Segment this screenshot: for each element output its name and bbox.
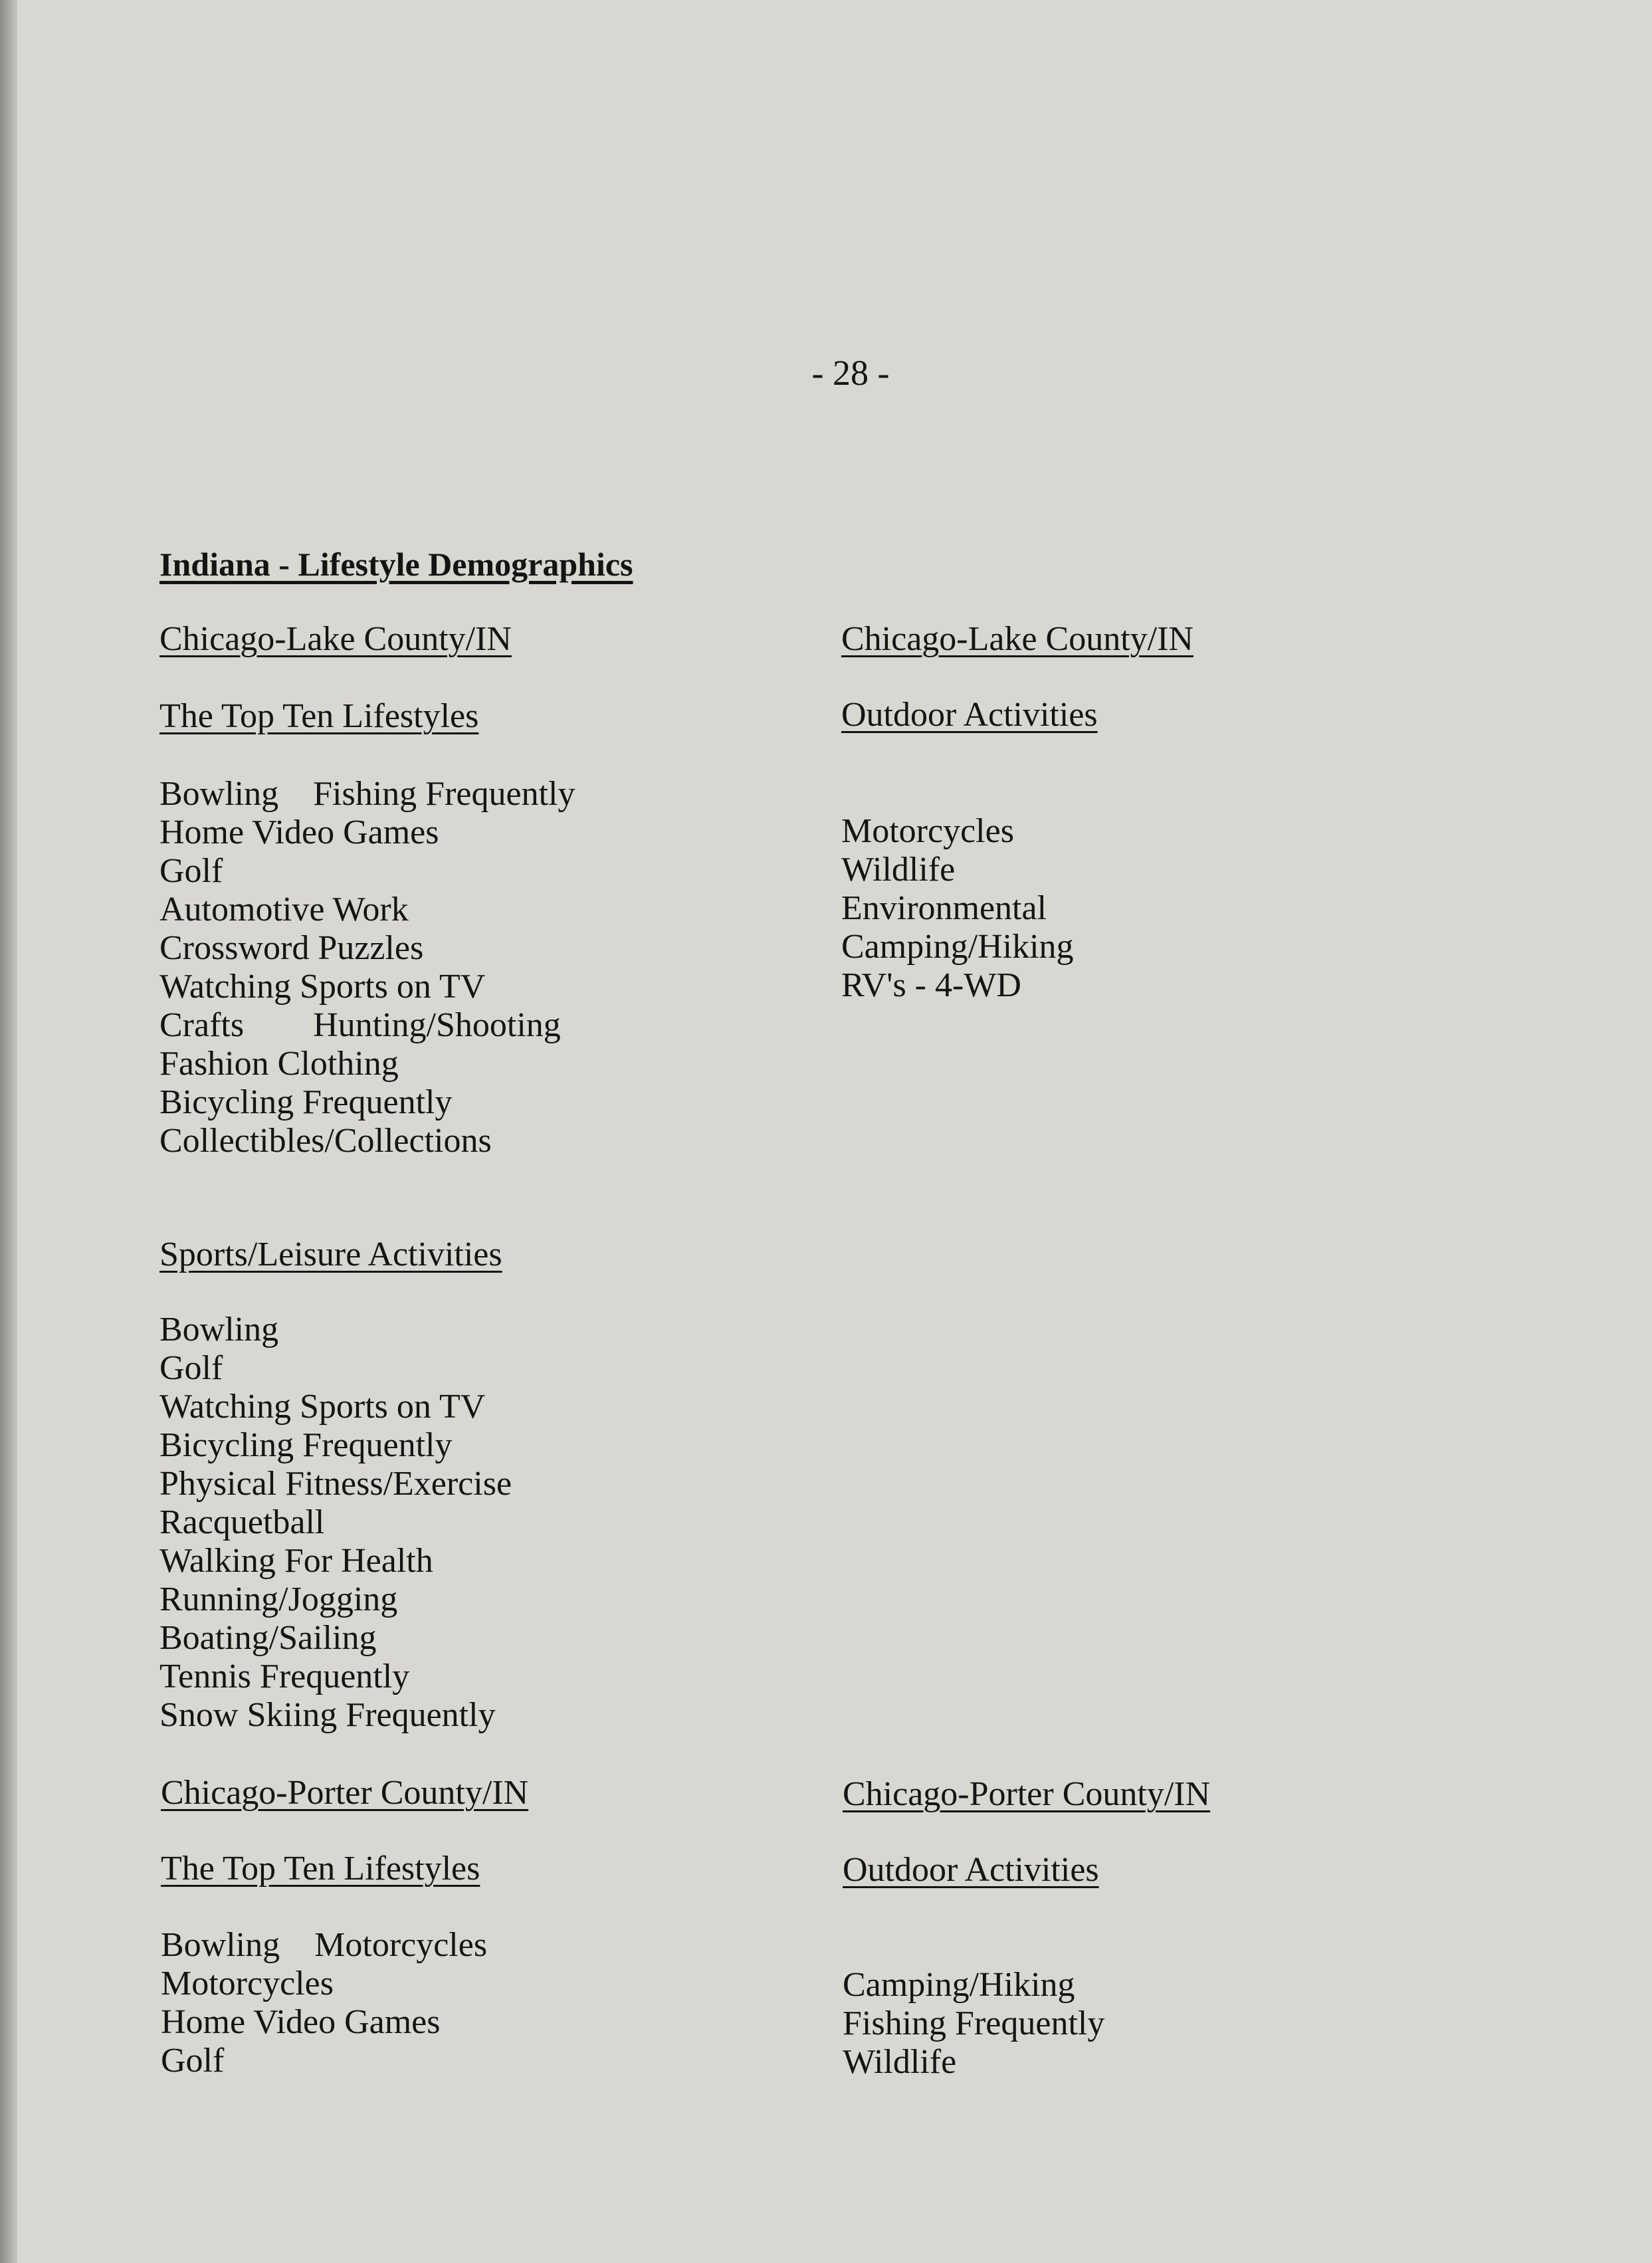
list-item: Collectibles/Collections xyxy=(159,1122,492,1160)
list-item: Camping/Hiking xyxy=(843,1966,1075,2004)
porter-outdoor-heading: Outdoor Activities xyxy=(843,1851,1099,1889)
page-number: - 28 - xyxy=(811,353,890,393)
list-item: Bowling xyxy=(159,1311,279,1348)
list-item: Snow Skiing Frequently xyxy=(159,1696,496,1734)
list-item: Tennis Frequently xyxy=(159,1658,410,1695)
lake-county-heading-right: Chicago-Lake County/IN xyxy=(841,620,1193,658)
list-item: Wildlife xyxy=(843,2043,957,2081)
list-item: Golf xyxy=(159,852,223,890)
lake-lifestyles-heading: The Top Ten Lifestyles xyxy=(159,697,479,735)
list-item: Crossword Puzzles xyxy=(159,929,424,967)
list-item: Watching Sports on TV xyxy=(159,968,486,1006)
list-item: Physical Fitness/Exercise xyxy=(159,1465,512,1503)
list-item: Golf xyxy=(159,1349,223,1387)
list-item: Fishing Frequently xyxy=(843,2004,1105,2042)
list-item: Crafts Hunting/Shooting xyxy=(159,1006,561,1044)
list-item: RV's - 4-WD xyxy=(841,966,1021,1004)
porter-lifestyles-list xyxy=(161,1926,487,2080)
list-item: Motorcycles xyxy=(161,1965,334,2002)
list-item: Home Video Games xyxy=(161,2003,441,2041)
list-item: Environmental xyxy=(841,889,1047,927)
lake-outdoor-list xyxy=(841,812,1074,1005)
list-item: Golf xyxy=(161,2042,225,2080)
list-item: Motorcycles xyxy=(841,812,1014,850)
list-item: Watching Sports on TV xyxy=(159,1388,486,1426)
list-item: Racquetball xyxy=(159,1503,325,1541)
list-item: Bicycling Frequently xyxy=(159,1426,453,1464)
list-item: Running/Jogging xyxy=(159,1580,398,1618)
list-item: Walking For Health xyxy=(159,1542,433,1580)
porter-county-heading-right: Chicago-Porter County/IN xyxy=(843,1775,1211,1813)
list-item: Automotive Work xyxy=(159,891,409,928)
lake-lifestyles-list xyxy=(159,775,575,1160)
list-item: Home Video Games xyxy=(159,813,439,851)
porter-county-heading-left: Chicago-Porter County/IN xyxy=(161,1774,529,1812)
list-item: Camping/Hiking xyxy=(841,928,1074,966)
lake-county-heading-left: Chicago-Lake County/IN xyxy=(159,620,512,658)
lake-outdoor-heading: Outdoor Activities xyxy=(841,696,1098,734)
list-item: Bowling Fishing Frequently xyxy=(159,775,575,813)
list-item: Boating/Sailing xyxy=(159,1619,377,1657)
page-title: Indiana - Lifestyle Demographics xyxy=(159,546,633,583)
list-item: Fashion Clothing xyxy=(159,1045,399,1083)
lake-sports-heading: Sports/Leisure Activities xyxy=(159,1236,502,1273)
list-item: Wildlife xyxy=(841,851,956,889)
page-edge-shadow xyxy=(0,0,17,2263)
porter-lifestyles-heading: The Top Ten Lifestyles xyxy=(161,1850,480,1887)
porter-outdoor-list xyxy=(843,1966,1104,2082)
list-item: Bicycling Frequently xyxy=(159,1083,453,1121)
list-item: Bowling Motorcycles xyxy=(161,1926,488,1964)
lake-sports-list xyxy=(159,1311,512,1735)
